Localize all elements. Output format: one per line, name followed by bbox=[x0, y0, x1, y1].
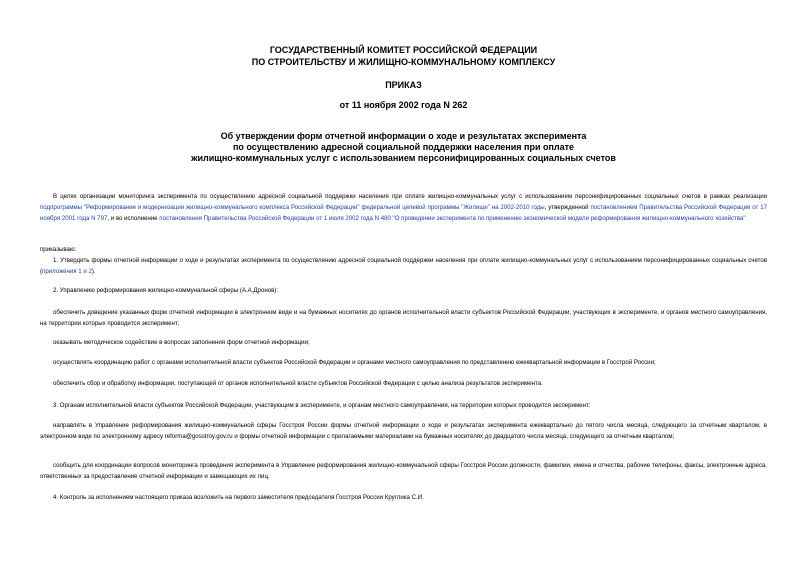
resolution-480-link[interactable]: постановления Правительства Российской Федерации от 1 июля 2002 года N 480 "О проведении эксперимента по применению экономической модели реформирования жилищно-коммунального хозяйства" bbox=[159, 215, 746, 222]
doc-type: ПРИКАЗ bbox=[385, 80, 422, 90]
doc-subject-line2: по осуществлению адресной социальной поддержки населения при оплате bbox=[232, 142, 575, 152]
order-item-1 bbox=[40, 255, 767, 277]
intro-text-2: , утвержденной bbox=[544, 204, 591, 211]
order-item-1-text: 1. Утвердить формы отчетной информации о ходе и результатах эксперимента по осуществлению адресной социальной поддержки населения при оплате жилищно-коммунальных услуг с использованием персонифицированных социальных счетов ( bbox=[40, 257, 767, 275]
orders-label: приказываю: bbox=[40, 246, 77, 253]
order-item-2-c: осуществлять координацию работ с органами исполнительной власти субъектов Российской Федерации и органами местного самоуправления по представлению ежеквартальной информации в Госстрой России; bbox=[53, 359, 656, 366]
order-item-2: 2. Управлению реформирования жилищно-коммунальной сферы (А.А.Дронов): bbox=[53, 287, 279, 294]
appendix-link[interactable]: приложения 1 и 2 bbox=[42, 268, 92, 275]
org-name-line2: ПО СТРОИТЕЛЬСТВУ И ЖИЛИЩНО-КОММУНАЛЬНОМУ КОМПЛЕКСУ bbox=[251, 57, 556, 67]
doc-subject-line1: Об утверждении форм отчетной информации о ходе и результатах эксперимента bbox=[220, 131, 587, 141]
intro-text-1: В целях организации мониторинга эксперимента по осуществлению адресной социальной поддержки населения при оплате жилищно-коммунальных услуг с использованием персонифицированных социальных счетов в рамках реализации bbox=[53, 193, 767, 200]
doc-subject-line3: жилищно-коммунальных услуг с использованием персонифицированных социальных счетов bbox=[191, 153, 616, 163]
order-item-3: 3. Органам исполнительной власти субъектов Российской Федерации, участвующим в эксперименте, и органам местного самоуправления, на территории которых проводится эксперимент: bbox=[53, 402, 591, 409]
subprogram-link[interactable]: подпрограммы "Реформирование и модернизация жилищно-коммунального комплекса Российской Федерации" федеральной целевой программы "Жилище" на 2002-2010 годы bbox=[40, 204, 545, 211]
intro-paragraph bbox=[40, 191, 767, 224]
resolution-797-link[interactable]: постановлением Правительства Российской Федерации от 17 ноября 2001 года N 797 bbox=[40, 204, 767, 222]
doc-date: от 11 ноября 2002 года N 262 bbox=[339, 100, 468, 110]
order-item-2-b: оказывать методическое содействие в вопросах заполнения форм отчетной информации; bbox=[53, 339, 310, 346]
order-item-4: 4. Контроль за исполнением настоящего приказа возложить на первого заместителя председателя Госстроя России Круглика С.И. bbox=[53, 494, 424, 501]
order-item-2-d: обеспечить сбор и обработку информации, поступающей от органов исполнительной власти субъектов Российской Федерации с целью анализа результатов эксперимента. bbox=[53, 380, 543, 387]
order-item-3-a: направлять в Управление реформирования жилищно-коммунальной сферы Госстроя России формы отчетной информации о ходе и результатах эксперимента ежеквартально до пятого числа месяца, следующего за отчетным кварталом, в электронном виде по электронному адресу reforma@gosstroy.gov.ru и формы отчетной информации с прилагаемыми материалами на бумажных носителях до двадцатого числа месяца, следующего за отчетным кварталом; bbox=[40, 422, 767, 440]
order-item-3-b: сообщить для координации вопросов мониторинга проведения эксперимента в Управление реформирования жилищно-коммунальной сферы Госстроя России должности, фамилии, имена и отчества, рабочие телефоны, факсы, электронные адреса, ответственных за предоставление отчетной информации и замещающих их лиц. bbox=[40, 462, 767, 480]
order-item-2-a: обеспечить доведение указанных форм отчетной информации в электронном виде и на бумажных носителях до органов исполнительной власти субъектов Российской Федерации, участвующих в эксперименте, и органов местного самоуправления, на территории которых проводится эксперимент; bbox=[40, 309, 767, 327]
org-name-line1: ГОСУДАРСТВЕННЫЙ КОМИТЕТ РОССИЙСКОЙ ФЕДЕРАЦИИ bbox=[269, 45, 538, 55]
order-item-1-tail: ). bbox=[91, 268, 96, 275]
intro-text-3: , и во исполнение bbox=[107, 215, 160, 222]
